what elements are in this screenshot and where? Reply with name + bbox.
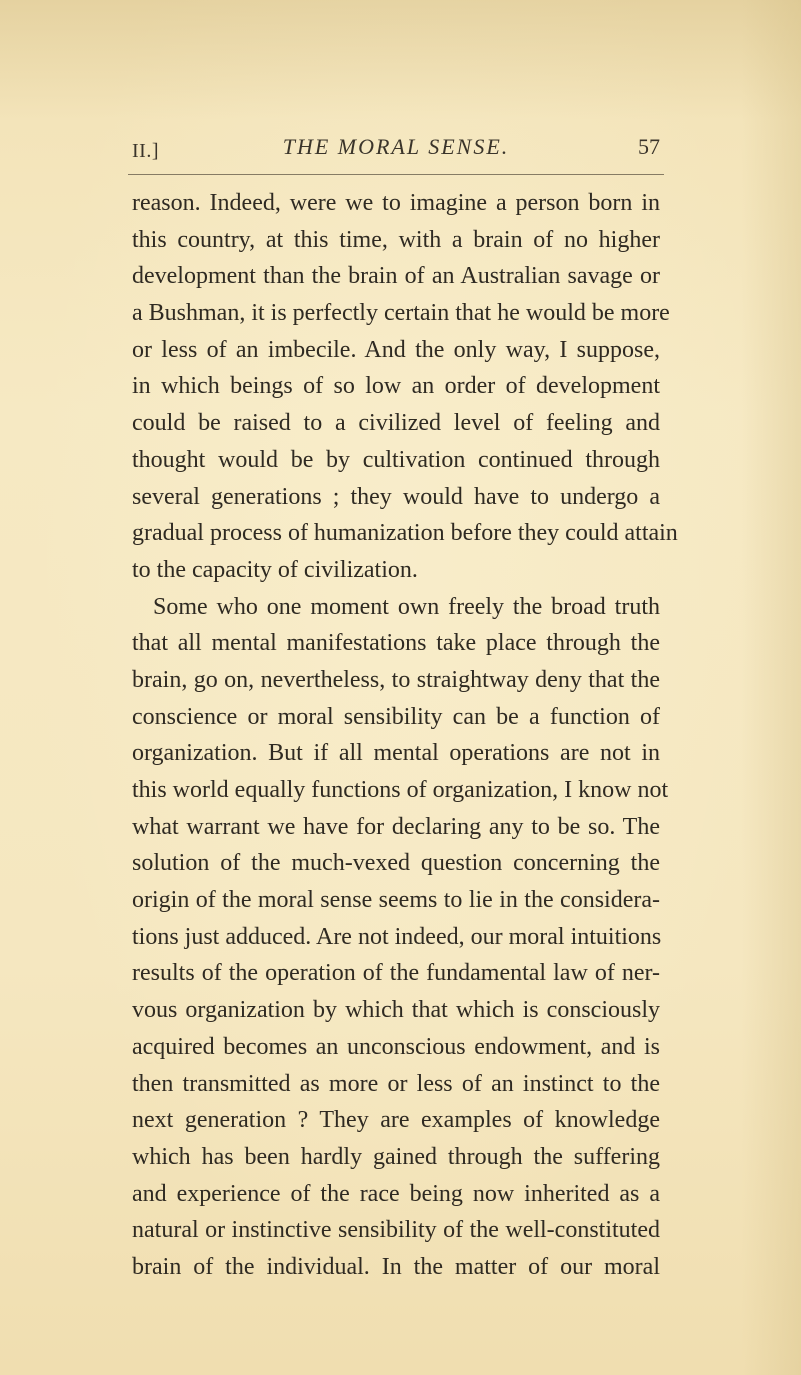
- page-stain: [741, 0, 801, 1375]
- text-line: organization. But if all mental operations are not in: [132, 740, 660, 767]
- text-line: that all mental manifestations take place through the: [132, 630, 660, 657]
- text-line: could be raised to a civilized level of feeling and: [132, 410, 660, 437]
- text-line: several generations ; they would have to undergo a: [132, 483, 660, 510]
- text-line: what warrant we have for declaring any to be so. The: [132, 813, 660, 840]
- page-number: 57: [638, 134, 660, 159]
- chapter-number: II.]: [132, 140, 159, 162]
- text-line: natural or instinctive sensibility of the well-constituted: [132, 1217, 660, 1244]
- text-line: brain, go on, nevertheless, to straightway deny that the: [132, 666, 660, 693]
- text-line: conscience or moral sensibility can be a function of: [132, 703, 660, 730]
- header-rule: [128, 174, 664, 175]
- text-line: Some who one moment own freely the broad truth: [153, 593, 660, 620]
- page-stain: [0, 0, 801, 120]
- text-line: then transmitted as more or less of an instinct to the: [132, 1070, 660, 1097]
- running-title: THE MORAL SENSE.: [282, 134, 510, 159]
- text-line: thought would be by cultivation continued through: [132, 446, 660, 473]
- text-line: this country, at this time, with a brain of no higher: [132, 226, 660, 253]
- text-line: results of the operation of the fundamental law of ner-: [132, 960, 660, 987]
- text-line: brain of the individual. In the matter of our moral: [132, 1253, 660, 1280]
- text-line: development than the brain of an Australian savage or: [132, 263, 660, 290]
- text-line: solution of the much-vexed question concerning the: [132, 850, 660, 877]
- text-line: reason. Indeed, were we to imagine a person born in: [132, 190, 660, 216]
- text-line: which has been hardly gained through the suffering: [132, 1143, 660, 1170]
- body-text: [132, 185, 678, 1286]
- text-line: in which beings of so low an order of development: [132, 373, 660, 400]
- text-line: or less of an imbecile. And the only way, I suppose,: [132, 336, 660, 363]
- text-line: and experience of the race being now inherited as a: [132, 1180, 660, 1207]
- text-line: tions just adduced. Are not indeed, our moral intuitions: [132, 923, 662, 950]
- running-head: [132, 134, 660, 174]
- text-line: a Bushman, it is perfectly certain that he would be more: [132, 300, 670, 327]
- text-line: gradual process of humanization before they could attain: [132, 520, 678, 547]
- text-line: to the capacity of civilization.: [132, 556, 418, 583]
- text-line: vous organization by which that which is consciously: [132, 997, 660, 1024]
- text-line: acquired becomes an unconscious endowment, and is: [132, 1033, 660, 1060]
- text-line: next generation ? They are examples of knowledge: [132, 1107, 660, 1134]
- text-line: origin of the moral sense seems to lie in the considera-: [132, 887, 660, 914]
- text-line: this world equally functions of organization, I know not: [132, 777, 669, 803]
